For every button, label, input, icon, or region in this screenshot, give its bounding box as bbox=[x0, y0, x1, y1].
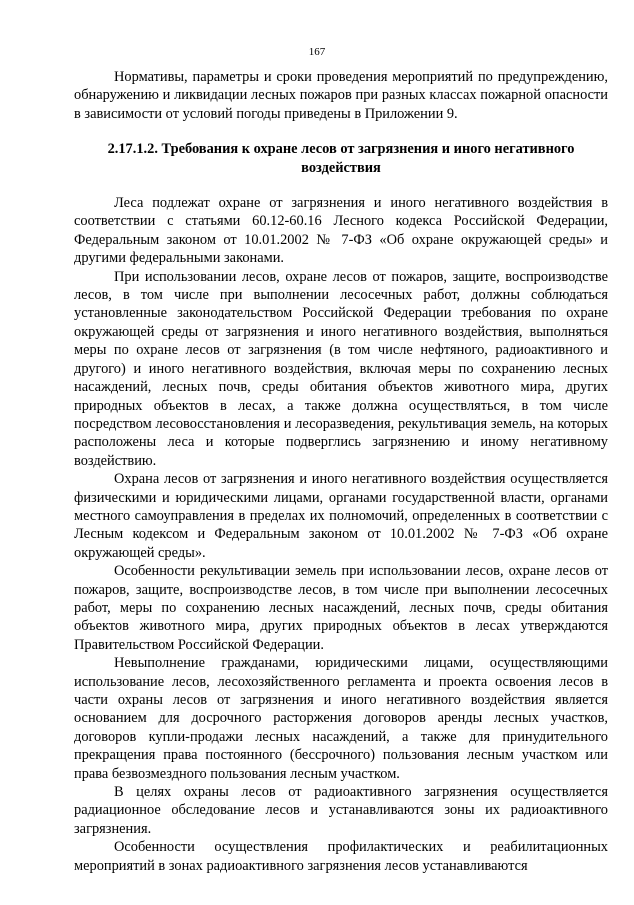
body-paragraph: Особенности рекультивации земель при использовании лесов, охране лесов от пожаров, защите, воспроизводстве лесов, в том числе при выполнении лесосечных работ, меры по сохранению лесных насаждений, лесных почв, среды обитания объектов животного мира, других природных объектов в лесах утверждаются Правительством Российской Федерации. bbox=[74, 563, 608, 653]
body-paragraph-continued: Особенности осуществления профилактических и реабилитационных мероприятий в зонах радиоактивного загрязнения лесов устанавливаются bbox=[74, 839, 608, 874]
section-heading: 2.17.1.2. Требования к охране лесов от загрязнения и иного негативного воздействия bbox=[107, 141, 575, 176]
intro-paragraph: Нормативы, параметры и сроки проведения мероприятий по предупреждению, обнаружению и ликвидации лесных пожаров при разных классах пожарной опасности в зависимости от условий погоды приведены в Приложении 9. bbox=[74, 69, 608, 122]
body-paragraph: При использовании лесов, охране лесов от пожаров, защите, воспроизводстве лесов, в том числе при выполнении лесосечных работ, должны соблюдаться установленные законодательством Российской Федерации требования по охране окружающей среды от загрязнения и иного негативного воздействия, выполняться меры по охране лесов от загрязнения (в том числе нефтяного, радиоактивного и другого) и иного негативного воздействия, включая меры по сохранению лесных насаждений, лесных почв, среды обитания объектов животного мира, других природных объектов в лесах, а также должна осуществляться, в том числе посредством лесовосстановления и лесоразведения, рекультивация земель, на которых расположены леса и которые подверглись загрязнению и иному негативному воздействию. bbox=[74, 268, 608, 469]
body-paragraph: Леса подлежат охране от загрязнения и иного негативного воздействия в соответствии с статьями 60.12-60.16 Лесного кодекса Российской Федерации, Федеральным законом от 10.01.2002 № 7-ФЗ «Об охране окружающей среды» и другими федеральными законами. bbox=[74, 195, 608, 267]
body-paragraph: В целях охраны лесов от радиоактивного загрязнения осуществляется радиационное обследование лесов и устанавливаются зоны их радиоактивного загрязнения. bbox=[74, 784, 608, 837]
page-number: 167 bbox=[308, 46, 326, 58]
body-paragraph: Охрана лесов от загрязнения и иного негативного воздействия осуществляется физическими и юридическими лицами, органами государственной власти, органами местного самоуправления в пределах их полномочий, определенных в соответствии с Лесным кодексом и Федеральным законом от 10.01.2002 № 7-ФЗ «Об охране окружающей среды». bbox=[74, 471, 608, 561]
body-paragraph: Невыполнение гражданами, юридическими лицами, осуществляющими использование лесов, лесохозяйственного регламента и проекта освоения лесов в части охраны лесов от загрязнения и иного негативного воздействия является основанием для досрочного расторжения договоров аренды лесных участков, договоров купли-продажи лесных насаждений, а также для принудительного прекращения права постоянного (бессрочного) пользования лесным участком или права безвозмездного пользования лесным участком. bbox=[74, 655, 608, 782]
page-content bbox=[74, 68, 608, 875]
